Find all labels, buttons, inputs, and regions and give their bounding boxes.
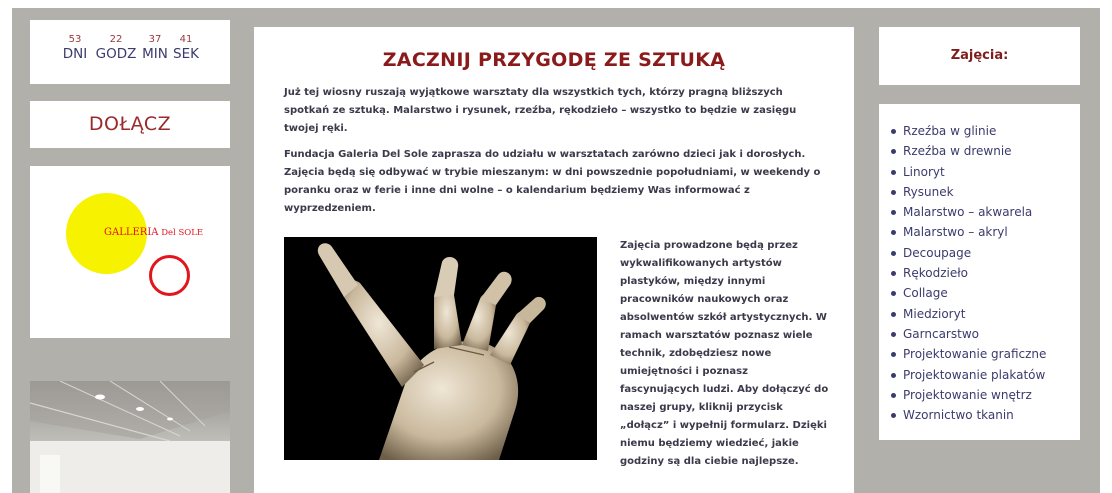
class-list-item: Projektowanie plakatów [902,365,1046,385]
classes-list [879,121,1046,425]
intro-paragraph: Już tej wiosny ruszają wyjątkowe warsztaty dla wszystkich tych, którzy pragną bliższych spotkań ze sztuką. Malarstwo i rysunek, rzeźba, rękodzieło – wszystko to będzie w zasięgu twojej ręki. [284,87,797,134]
class-list-item: Projektowanie wnętrz [902,385,1046,405]
seconds-value: 41 [179,34,193,45]
logo-text-main: GALLERIA [104,227,159,238]
classes-heading-box [879,27,1080,85]
minutes-label: MIN [142,46,168,62]
class-list-item: Miedzioryt [902,304,1046,324]
logo-wordmark [104,227,203,238]
class-list-item: Rysunek [902,182,1046,202]
wooden-hand-image [284,237,597,460]
class-list-item: Rękodzieło [902,263,1046,283]
countdown-days [61,34,89,62]
classes-heading: Zajęcia: [950,48,1009,63]
class-list-item: Malarstwo – akwarela [902,202,1046,222]
main-content [254,27,854,493]
class-list-item: Linoryt [902,162,1046,182]
countdown-minutes [140,34,170,62]
countdown-hours [93,34,139,62]
gallery-image [30,381,230,493]
class-list-item: Decoupage [902,243,1046,263]
logo-text-rest: Del SOLE [158,228,204,238]
class-list-item: Wzornictwo tkanin [902,405,1046,425]
invitation-paragraph: Fundacja Galeria Del Sole zaprasza do udziału w warsztatach zarówno dzieci jak i dorosłych. Zajęcia będą się odbywać w trybie mieszanym: w dni powszednie popołudniami, w weekendy o poranku oraz w ferie i inne dni wolne – o kalendarium będziemy Was informować z wyprzedzeniem. [284,149,821,214]
classes-list-box [879,104,1080,440]
seconds-label: SEK [173,46,199,62]
days-value: 53 [68,34,82,45]
wooden-hand-photo [284,237,597,460]
gallery-interior-photo [30,381,230,493]
red-ring-icon [149,255,190,296]
days-label: DNI [62,46,88,62]
class-list-item: Garncarstwo [902,324,1046,344]
join-button[interactable] [30,101,230,148]
class-list-item: Malarstwo – akryl [902,222,1046,242]
class-list-item: Rzeźba w drewnie [902,141,1046,161]
page-title: ZACZNIJ PRZYGODĘ ZE SZTUKĄ [382,49,726,71]
hours-label: GODZ [95,46,137,62]
minutes-value: 37 [148,34,162,45]
join-button-label: DOŁĄCZ [88,113,172,135]
hours-value: 22 [109,34,123,45]
class-list-item: Rzeźba w glinie [902,121,1046,141]
class-list-item: Projektowanie graficzne [902,344,1046,364]
countdown-timer [30,20,230,84]
details-paragraph: Zajęcia prowadzone będą przez wykwalifikowanych artystów plastyków, między innymi pracowników naukowych oraz absolwentów szkół artystycznych. W ramach warsztatów poznasz wiele technik, zdobędziesz nowe umiejętności i poznasz fascynujących ludzi. Aby dołączyć do naszej grupy, kliknij przycisk „dołącz” i wypełnij formularz. Dzięki niemu będziemy wiedzieć, jakie godziny są dla ciebie najlepsze. [620,240,829,467]
class-list-item: Collage [902,283,1046,303]
galleria-del-sole-logo [30,166,230,338]
countdown-seconds [171,34,201,62]
